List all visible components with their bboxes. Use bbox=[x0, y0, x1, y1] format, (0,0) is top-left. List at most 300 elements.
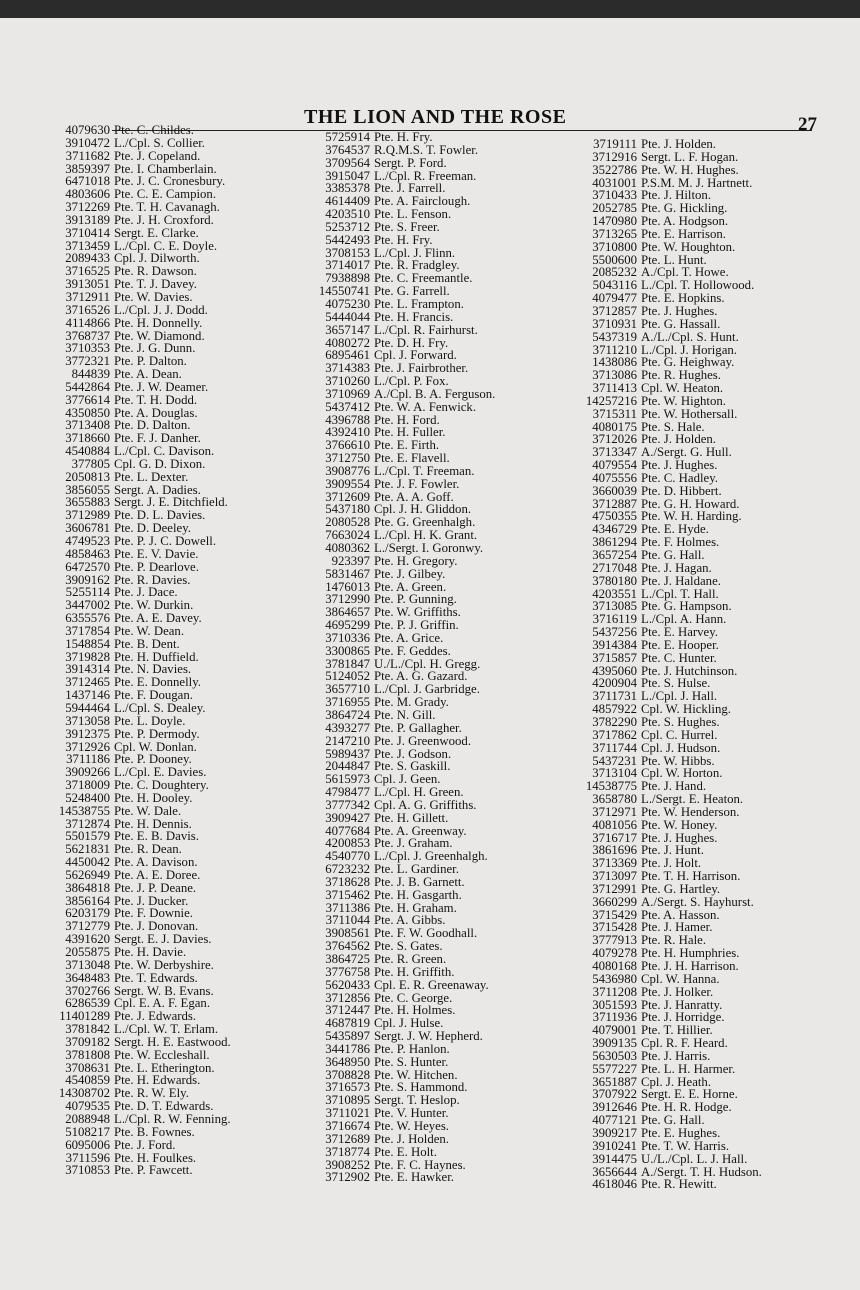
service-number: 4618046 bbox=[592, 1177, 637, 1192]
rank-and-name: Pte. J. Holden. bbox=[641, 432, 717, 447]
rank-and-name: Pte. D. L. Davies. bbox=[114, 508, 206, 523]
service-number: 6203179 bbox=[65, 906, 110, 921]
rank-and-name: Pte. V. Hunter. bbox=[374, 1106, 449, 1121]
service-number: 5626949 bbox=[65, 867, 110, 882]
rank-and-name: Pte. S. Hale. bbox=[641, 419, 705, 434]
rank-and-name: Pte. A. Gibbs. bbox=[374, 913, 446, 928]
rank-and-name: Pte. J. Graham. bbox=[374, 836, 453, 851]
service-number: 4803606 bbox=[65, 187, 110, 202]
rank-and-name: Pte. A. A. Goff. bbox=[374, 489, 454, 504]
service-number: 3712750 bbox=[325, 451, 370, 466]
service-number: 4749523 bbox=[65, 534, 110, 548]
rank-and-name: Pte. L. H. Harmer. bbox=[641, 1061, 736, 1076]
rank-and-name: Pte. L. Doyle. bbox=[114, 713, 186, 728]
rank-and-name: Pte. J. Hunt. bbox=[641, 843, 704, 858]
rank-and-name: Sergt. E. E. Horne. bbox=[641, 1087, 738, 1102]
service-number: 6286539 bbox=[65, 996, 110, 1011]
service-number: 5253712 bbox=[325, 219, 370, 234]
service-number: 3710895 bbox=[325, 1093, 370, 1108]
service-number: 4540770 bbox=[325, 849, 370, 864]
rank-and-name: Pte. J. Hughes. bbox=[641, 830, 718, 845]
rank-and-name: L./Cpl. T. Hollowood. bbox=[641, 278, 755, 293]
service-number: 4350850 bbox=[65, 405, 110, 420]
rank-and-name: L./Cpl. R. Fairhurst. bbox=[374, 322, 478, 337]
service-number: 3655883 bbox=[65, 495, 110, 510]
rank-and-name: Pte. B. Dent. bbox=[114, 636, 180, 651]
rank-and-name: Pte. H. Davie. bbox=[114, 945, 187, 959]
service-number: 4614409 bbox=[325, 194, 370, 209]
service-number: 3712269 bbox=[65, 200, 110, 215]
service-number: 4750355 bbox=[592, 509, 637, 524]
rank-and-name: Pte. S. Gates. bbox=[374, 939, 443, 954]
rank-and-name: Pte. A. Douglas. bbox=[114, 405, 198, 420]
service-number: 5437319 bbox=[592, 329, 637, 344]
rank-and-name: Cpl. W. Donlan. bbox=[114, 739, 197, 754]
service-number: 3715857 bbox=[592, 650, 637, 665]
rank-and-name: Pte. P. J. C. Dowell. bbox=[114, 534, 217, 548]
rank-and-name: Pte. W. Hibbs. bbox=[641, 753, 715, 768]
service-number: 3781808 bbox=[65, 1047, 110, 1062]
rank-and-name: L./Cpl. T. Freeman. bbox=[374, 463, 475, 478]
rank-and-name: Pte. P. Fawcett. bbox=[114, 1163, 193, 1178]
rank-and-name: Pte. A. E. Doree. bbox=[114, 867, 201, 882]
service-number: 5620433 bbox=[325, 977, 370, 992]
rank-and-name: Pte. J. Hanratty. bbox=[641, 997, 723, 1012]
rank-and-name: Pte. J. Fairbrother. bbox=[374, 361, 469, 376]
service-number: 3710433 bbox=[592, 188, 637, 203]
rank-and-name: L./Cpl. C. Davison. bbox=[114, 444, 215, 459]
service-number: 3712902 bbox=[325, 1170, 370, 1185]
rank-and-name: Pte. P. Dearlove. bbox=[114, 559, 199, 574]
rank-and-name: Pte. J. Hamer. bbox=[641, 920, 713, 935]
service-number: 3914475 bbox=[592, 1151, 637, 1166]
rank-and-name: Pte. W. Hitchen. bbox=[374, 1067, 458, 1082]
service-number: 3606781 bbox=[65, 521, 110, 536]
service-number: 3713097 bbox=[592, 869, 637, 884]
rank-and-name: Pte. E. Holt. bbox=[374, 1144, 437, 1159]
service-number: 5501579 bbox=[65, 829, 110, 844]
service-number: 3710353 bbox=[65, 341, 110, 356]
background-edge bbox=[0, 0, 860, 18]
service-number: 3713058 bbox=[65, 713, 110, 728]
rank-and-name: Pte. S. Hulse. bbox=[641, 676, 711, 691]
rank-and-name: Pte. F. W. Goodhall. bbox=[374, 926, 478, 941]
service-number: 5615973 bbox=[325, 772, 370, 787]
service-number: 4395060 bbox=[592, 663, 637, 678]
rank-and-name: Pte. L. Etherington. bbox=[114, 1060, 215, 1075]
service-number: 6095006 bbox=[65, 1137, 110, 1152]
rank-and-name: Pte. W. Davies. bbox=[114, 289, 193, 304]
rank-and-name: Pte. H. Graham. bbox=[374, 900, 457, 915]
service-number: 3712990 bbox=[325, 592, 370, 607]
rank-and-name: L./Cpl. S. Dealey. bbox=[114, 700, 206, 715]
service-number: 14550741 bbox=[318, 284, 370, 299]
service-number: 377805 bbox=[71, 456, 110, 471]
rank-and-name: Pte. G. Hall. bbox=[641, 548, 705, 562]
rank-and-name: Pte. W. Dean. bbox=[114, 623, 185, 638]
service-number: 3712857 bbox=[592, 303, 637, 318]
service-number: 3912375 bbox=[65, 726, 110, 741]
service-number: 3908561 bbox=[325, 926, 370, 941]
rank-and-name: Pte. R. Dean. bbox=[114, 842, 182, 857]
rank-and-name: Pte. W. Henderson. bbox=[641, 804, 740, 819]
rank-and-name: Pte. E. Donnelly. bbox=[114, 675, 201, 690]
rank-and-name: Pte. H. Dooley. bbox=[114, 790, 193, 805]
rank-and-name: Pte. T. H. Cavanagh. bbox=[114, 200, 220, 215]
rank-and-name: Pte. E. Harvey. bbox=[641, 625, 718, 640]
service-number: 5437412 bbox=[325, 399, 370, 414]
rank-and-name: Pte. T. Edwards. bbox=[114, 970, 198, 985]
rank-and-name: L./Cpl. J. Hall. bbox=[641, 689, 718, 704]
service-number: 3864724 bbox=[325, 707, 370, 722]
service-number: 3781842 bbox=[65, 1022, 110, 1037]
rank-and-name: Pte. H. Fuller. bbox=[374, 425, 446, 440]
service-number: 3711731 bbox=[592, 689, 637, 704]
rank-and-name: Sergt. J. E. Ditchfield. bbox=[114, 495, 228, 510]
service-number: 5108217 bbox=[65, 1124, 110, 1139]
rank-and-name: L./Cpl. W. T. Erlam. bbox=[114, 1022, 219, 1037]
rank-and-name: L./Cpl. H. K. Grant. bbox=[374, 528, 478, 543]
rank-and-name: Pte. H. Ford. bbox=[374, 412, 440, 427]
service-number: 5248400 bbox=[65, 790, 110, 805]
page-title: THE LION AND THE ROSE bbox=[304, 106, 567, 128]
rank-and-name: Pte. L. Gardiner. bbox=[374, 862, 459, 877]
rank-and-name: A./Cpl. T. Howe. bbox=[641, 265, 729, 280]
service-number: 14257216 bbox=[585, 393, 637, 408]
service-number: 3777342 bbox=[325, 797, 370, 812]
service-number: 3780180 bbox=[592, 573, 637, 588]
rank-and-name: Pte. J. Harris. bbox=[641, 1048, 711, 1063]
service-number: 3712989 bbox=[65, 508, 110, 523]
rank-and-name: Pte. P. Dooney. bbox=[114, 752, 192, 767]
rank-and-name: Pte. E. Hawker. bbox=[374, 1170, 454, 1185]
service-number: 5630503 bbox=[592, 1048, 637, 1063]
rank-and-name: Pte. W. Honey. bbox=[641, 817, 718, 832]
rank-and-name: Pte. A. Green. bbox=[374, 579, 447, 594]
rank-and-name: L./Cpl. P. Fox. bbox=[374, 374, 449, 389]
service-number: 3702766 bbox=[65, 983, 110, 998]
rank-and-name: Sergt. A. Dadies. bbox=[114, 482, 201, 497]
service-number: 6895461 bbox=[325, 348, 370, 363]
rank-and-name: A./Sergt. T. H. Hudson. bbox=[641, 1164, 762, 1179]
rank-and-name: L./Cpl. R. W. Fenning. bbox=[114, 1111, 231, 1126]
service-number: 3908252 bbox=[325, 1157, 370, 1172]
service-number: 3441786 bbox=[325, 1041, 370, 1056]
service-number: 3710969 bbox=[325, 386, 370, 401]
rank-and-name: Pte. A. Fairclough. bbox=[374, 194, 471, 209]
rank-and-name: Pte. W. Houghton. bbox=[641, 239, 736, 254]
service-number: 1476013 bbox=[325, 579, 370, 594]
service-number: 3910241 bbox=[592, 1138, 637, 1153]
rank-and-name: Pte. J. Greenwood. bbox=[374, 733, 472, 748]
service-number: 3708828 bbox=[325, 1067, 370, 1082]
service-number: 3713048 bbox=[65, 957, 110, 972]
service-number: 3522786 bbox=[592, 162, 637, 177]
rank-and-name: Pte. F. Geddes. bbox=[374, 643, 451, 658]
service-number: 3716525 bbox=[65, 264, 110, 279]
service-number: 3711744 bbox=[592, 740, 637, 755]
rank-and-name: Pte. H. Gasgarth. bbox=[374, 887, 462, 902]
rank-and-name: Pte. J. Holden. bbox=[374, 1131, 450, 1146]
service-number: 4075556 bbox=[592, 470, 637, 485]
service-number: 3713459 bbox=[65, 238, 110, 253]
rank-and-name: Pte. M. Grady. bbox=[374, 695, 449, 710]
rank-and-name: L./Cpl. E. Davies. bbox=[114, 765, 207, 780]
service-number: 3766610 bbox=[325, 438, 370, 453]
service-number: 2089433 bbox=[65, 251, 110, 266]
service-number: 3717854 bbox=[65, 623, 110, 638]
service-number: 3718774 bbox=[325, 1144, 370, 1159]
rank-and-name: Pte. R. Hewitt. bbox=[641, 1177, 717, 1192]
rank-and-name: Pte. S. Hammond. bbox=[374, 1080, 468, 1095]
rank-and-name: Pte. H. Edwards. bbox=[114, 1073, 201, 1088]
service-number: 3856055 bbox=[65, 482, 110, 497]
rank-and-name: Sergt. T. Heslop. bbox=[374, 1093, 460, 1108]
service-number: 3713265 bbox=[592, 226, 637, 241]
rank-and-name: Pte. W. Durkin. bbox=[114, 598, 194, 613]
rank-and-name: Pte. J. Gilbey. bbox=[374, 566, 446, 581]
rank-and-name: Pte. J. Hagan. bbox=[641, 560, 712, 575]
rank-and-name: A./Sergt. G. Hull. bbox=[641, 445, 732, 460]
rank-and-name: Pte. L. Fenson. bbox=[374, 207, 452, 222]
rank-and-name: Pte. G. Farrell. bbox=[374, 284, 450, 299]
service-number: 3711682 bbox=[65, 148, 110, 163]
rank-and-name: Pte. H. Donnelly. bbox=[114, 315, 203, 330]
service-number: 2052785 bbox=[592, 201, 637, 216]
rank-and-name: Pte. I. Chamberlain. bbox=[114, 161, 217, 176]
service-number: 3711186 bbox=[66, 752, 110, 767]
service-number: 4540884 bbox=[65, 444, 110, 459]
rank-and-name: Pte. W. Diamond. bbox=[114, 328, 205, 343]
service-number: 3772321 bbox=[65, 354, 110, 369]
service-number: 3711210 bbox=[592, 342, 637, 357]
service-number: 3864818 bbox=[65, 880, 110, 895]
service-number: 4079535 bbox=[65, 1099, 110, 1114]
service-number: 3914314 bbox=[65, 662, 110, 677]
rank-and-name: Pte. J. C. Cronesbury. bbox=[114, 174, 226, 189]
rank-and-name: Pte. J. Horridge. bbox=[641, 1010, 725, 1025]
roll-column-2 bbox=[308, 131, 495, 1184]
service-number: 14308702 bbox=[58, 1086, 110, 1101]
service-number: 4798477 bbox=[325, 785, 370, 800]
service-number: 5621831 bbox=[65, 842, 110, 857]
rank-and-name: Pte. P. Dermody. bbox=[114, 726, 200, 741]
rank-and-name: Pte. E. Hughes. bbox=[641, 1125, 721, 1140]
rank-and-name: Pte. T. H. Dodd. bbox=[114, 392, 198, 407]
service-number: 5437180 bbox=[325, 502, 370, 517]
rank-and-name: R.Q.M.S. T. Fowler. bbox=[374, 142, 479, 157]
service-number: 7938898 bbox=[325, 271, 370, 286]
rank-and-name: Cpl. W. Heaton. bbox=[641, 381, 724, 396]
service-number: 3716119 bbox=[592, 612, 637, 627]
rank-and-name: Pte. R. Dawson. bbox=[114, 264, 197, 279]
service-number: 4079630 bbox=[65, 123, 110, 137]
service-number: 4450042 bbox=[65, 855, 110, 870]
rank-and-name: Pte. J. G. Dunn. bbox=[114, 341, 196, 356]
rank-and-name: Pte. F. Holmes. bbox=[641, 535, 720, 550]
service-number: 3712916 bbox=[592, 149, 637, 164]
rank-and-name: Pte. W. A. Fenwick. bbox=[374, 399, 477, 414]
service-number: 3781847 bbox=[325, 656, 370, 671]
service-number: 3712911 bbox=[65, 289, 110, 304]
document-page bbox=[0, 18, 860, 1290]
rank-and-name: Pte. R. Hale. bbox=[641, 933, 707, 948]
rank-and-name: Sergt. E. Clarke. bbox=[114, 225, 199, 240]
rank-and-name: L./Cpl. R. Freeman. bbox=[374, 168, 477, 183]
rank-and-name: Cpl. C. Hurrel. bbox=[641, 727, 718, 742]
service-number: 3715462 bbox=[325, 887, 370, 902]
rank-and-name: L./Cpl. J. Garbridge. bbox=[374, 682, 480, 697]
roll-column-1 bbox=[54, 124, 231, 1177]
service-number: 3710931 bbox=[592, 316, 637, 331]
service-number: 3712779 bbox=[65, 919, 110, 934]
service-number: 5831467 bbox=[325, 566, 370, 581]
rank-and-name: Pte. J. Ducker. bbox=[114, 893, 189, 908]
rank-and-name: L./Cpl. T. Hall. bbox=[641, 586, 719, 601]
service-number: 3711044 bbox=[325, 913, 370, 928]
rank-and-name: Pte. S. Freer. bbox=[374, 219, 440, 234]
rank-and-name: Pte. D. Hibbert. bbox=[641, 483, 722, 498]
service-number: 4077121 bbox=[592, 1113, 637, 1128]
service-number: 3709182 bbox=[65, 1034, 110, 1049]
rank-and-name: Pte. L. Hunt. bbox=[641, 252, 707, 267]
page-number: 27 bbox=[798, 114, 817, 135]
rank-and-name: L./Cpl. S. Collier. bbox=[114, 135, 206, 150]
service-number: 11401289 bbox=[59, 1009, 110, 1024]
rank-and-name: Pte. J. Godson. bbox=[374, 746, 452, 761]
service-number: 3711208 bbox=[592, 984, 637, 999]
rank-and-name: Pte. E. Hooper. bbox=[641, 637, 719, 652]
rank-and-name: L./Cpl. H. Green. bbox=[374, 785, 464, 800]
rank-and-name: L./Cpl. C. E. Doyle. bbox=[114, 238, 218, 253]
service-number: 3712609 bbox=[325, 489, 370, 504]
service-number: 3913189 bbox=[65, 212, 110, 227]
rank-and-name: Pte. J. Haldane. bbox=[641, 573, 721, 588]
rank-and-name: Pte. C. Hunter. bbox=[641, 650, 717, 665]
rank-and-name: Cpl. W. Hanna. bbox=[641, 971, 720, 986]
service-number: 3711936 bbox=[592, 1010, 637, 1025]
rank-and-name: Pte. J. Hand. bbox=[641, 779, 707, 794]
service-number: 3711386 bbox=[325, 900, 370, 915]
service-number: 3712465 bbox=[65, 675, 110, 690]
service-number: 4540859 bbox=[65, 1073, 110, 1088]
service-number: 3712971 bbox=[592, 804, 637, 819]
rank-and-name: Pte. T. J. Davey. bbox=[114, 277, 197, 292]
rank-and-name: Cpl. E. A. F. Egan. bbox=[114, 996, 211, 1011]
rank-and-name: A./Sergt. S. Hayhurst. bbox=[641, 894, 754, 909]
roll-entry bbox=[577, 1178, 762, 1191]
service-number: 3776614 bbox=[65, 392, 110, 407]
service-number: 3716674 bbox=[325, 1118, 370, 1133]
service-number: 4079477 bbox=[592, 291, 637, 306]
service-number: 1438086 bbox=[592, 355, 637, 370]
service-number: 3764537 bbox=[325, 142, 370, 157]
service-number: 3657254 bbox=[592, 548, 637, 562]
service-number: 3713086 bbox=[592, 368, 637, 383]
rank-and-name: Sergt. L. F. Hogan. bbox=[641, 149, 739, 164]
rank-and-name: Pte. J. F. Fowler. bbox=[374, 476, 460, 491]
rank-and-name: Pte. A. G. Gazard. bbox=[374, 669, 468, 684]
rank-and-name: U./L./Cpl. H. Gregg. bbox=[374, 656, 481, 671]
service-number: 5944464 bbox=[65, 700, 110, 715]
service-number: 3710260 bbox=[325, 374, 370, 389]
service-number: 4392410 bbox=[325, 425, 370, 440]
rank-and-name: Pte. J. Dace. bbox=[114, 585, 178, 600]
service-number: 3715429 bbox=[592, 907, 637, 922]
rank-and-name: Pte. J. B. Garnett. bbox=[374, 874, 465, 889]
service-number: 4200853 bbox=[325, 836, 370, 851]
service-number: 3716717 bbox=[592, 830, 637, 845]
service-number: 6472570 bbox=[65, 559, 110, 574]
service-number: 5444044 bbox=[325, 309, 370, 324]
service-number: 3660039 bbox=[592, 483, 637, 498]
service-number: 3713104 bbox=[592, 766, 637, 781]
service-number: 3712887 bbox=[592, 496, 637, 511]
rank-and-name: Cpl. J. Dilworth. bbox=[114, 251, 200, 266]
service-number: 3713408 bbox=[65, 418, 110, 433]
service-number: 2050813 bbox=[65, 469, 110, 484]
rank-and-name: Pte. J. P. Deane. bbox=[114, 880, 197, 895]
rank-and-name: Pte. T. W. Harris. bbox=[641, 1138, 730, 1153]
service-number: 1548854 bbox=[65, 636, 110, 651]
service-number: 4393277 bbox=[325, 720, 370, 735]
rank-and-name: Pte. D. Dalton. bbox=[114, 418, 191, 433]
rank-and-name: Pte. R. Hughes. bbox=[641, 368, 721, 383]
rank-and-name: Pte. P. Gallagher. bbox=[374, 720, 462, 735]
service-number: 2044847 bbox=[325, 759, 370, 774]
rank-and-name: Pte. H. Gregory. bbox=[374, 553, 458, 568]
rank-and-name: Pte. A. Grice. bbox=[374, 630, 444, 645]
service-number: 14538775 bbox=[585, 779, 637, 794]
service-number: 3712447 bbox=[325, 1003, 370, 1018]
service-number: 2080528 bbox=[325, 515, 370, 530]
service-number: 3712026 bbox=[592, 432, 637, 447]
service-number: 3859397 bbox=[65, 161, 110, 176]
rank-and-name: Pte. A. Davison. bbox=[114, 855, 198, 870]
rank-and-name: Pte. C. Hadley. bbox=[641, 470, 719, 485]
service-number: 3776758 bbox=[325, 964, 370, 979]
rank-and-name: Pte. J. H. Croxford. bbox=[114, 212, 214, 227]
service-number: 4080168 bbox=[592, 959, 637, 973]
rank-and-name: Pte. R. Green. bbox=[374, 952, 447, 966]
rank-and-name: Pte. J. W. Deamer. bbox=[114, 379, 209, 394]
service-number: 3864725 bbox=[325, 952, 370, 966]
service-number: 3715428 bbox=[592, 920, 637, 935]
rank-and-name: Pte. G. Hickling. bbox=[641, 201, 728, 216]
service-number: 7663024 bbox=[325, 528, 370, 543]
rank-and-name: Pte. C. George. bbox=[374, 990, 453, 1005]
service-number: 3719828 bbox=[65, 649, 110, 664]
rank-and-name: Cpl. J. H. Gliddon. bbox=[374, 502, 472, 517]
service-number: 844839 bbox=[71, 367, 110, 382]
rank-and-name: Pte. L. Dexter. bbox=[114, 469, 189, 484]
rank-and-name: L./Sergt. I. Goronwy. bbox=[374, 541, 484, 555]
rank-and-name: Pte. H. Dennis. bbox=[114, 816, 192, 831]
rank-and-name: Cpl. W. Horton. bbox=[641, 766, 723, 781]
rank-and-name: Pte. J. Copeland. bbox=[114, 148, 201, 163]
service-number: 3385378 bbox=[325, 181, 370, 196]
service-number: 4079278 bbox=[592, 946, 637, 961]
rank-and-name: Pte. G. Hassall. bbox=[641, 316, 721, 331]
rank-and-name: Cpl. A. G. Griffiths. bbox=[374, 797, 477, 812]
rank-and-name: Sergt. H. E. Eastwood. bbox=[114, 1034, 231, 1049]
service-number: 3713085 bbox=[592, 599, 637, 614]
rank-and-name: Cpl. W. Hickling. bbox=[641, 702, 731, 717]
service-number: 3710414 bbox=[65, 225, 110, 240]
service-number: 3712991 bbox=[592, 881, 637, 896]
service-number: 3764562 bbox=[325, 939, 370, 954]
rank-and-name: Cpl. J. Geen. bbox=[374, 772, 441, 787]
